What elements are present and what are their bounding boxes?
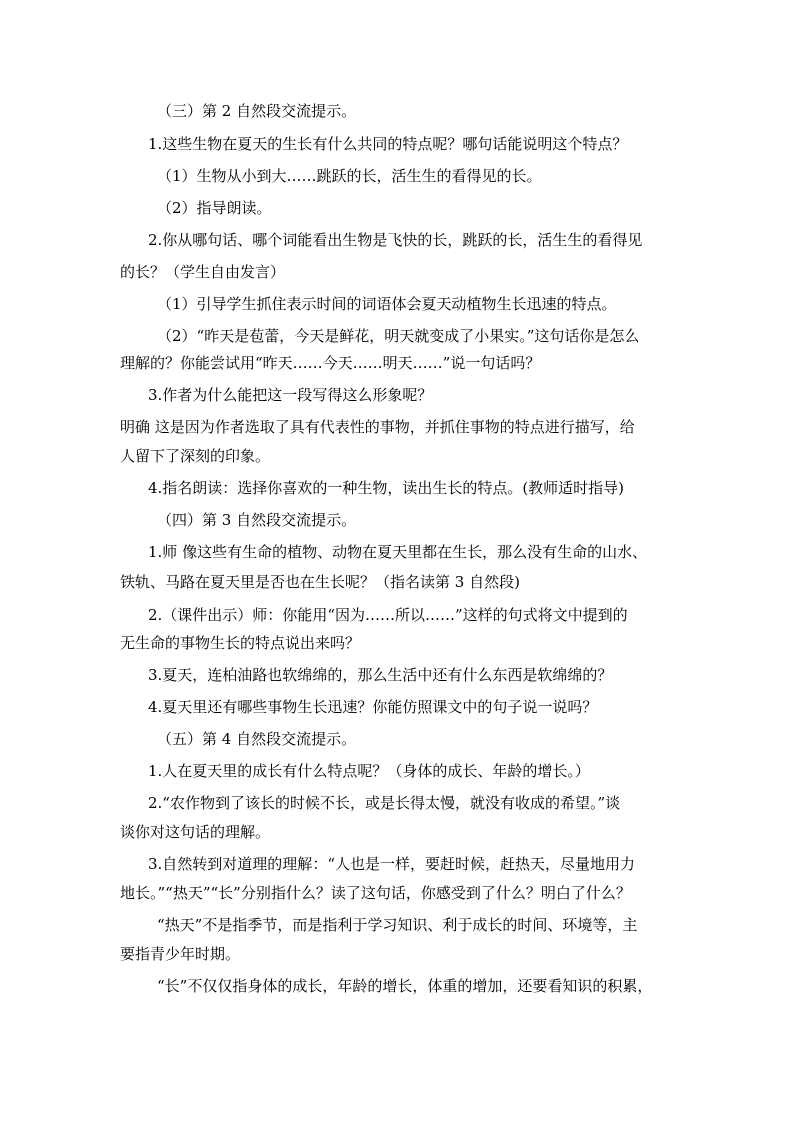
- paragraph-line: （1）生物从小到大……跳跃的长，活生生的看得见的长。: [157, 167, 542, 185]
- paragraph-line: 1.这些生物在夏天的生长有什么共同的特点呢？哪句话能说明这个特点？: [148, 135, 628, 153]
- paragraph-line: 明确 这是因为作者选取了具有代表性的事物，并抓住事物的特点进行描写，给: [120, 418, 635, 436]
- paragraph-line: 谈你对这句话的理解。: [120, 823, 271, 841]
- paragraph-line: （1）引导学生抓住表示时间的词语体会夏天动植物生长迅速的特点。: [157, 295, 617, 313]
- paragraph-line: 3.自然转到对道理的理解：“人也是一样，要赶时候，赶热天，尽量地用力: [148, 855, 635, 873]
- paragraph-line: （2）“昨天是苞蕾，今天是鲜花，明天就变成了小果实。”这句话你是怎么: [157, 327, 640, 345]
- paragraph-line: 4.夏天里还有哪些事物生长迅速？你能仿照课文中的句子说一说吗？: [148, 698, 598, 716]
- paragraph-line: 地长。”“热天”“长”分别指什么？读了这句话，你感受到了什么？明白了什么？: [120, 884, 631, 902]
- paragraph-line: 2.（课件出示）师：你能用“因为……所以……”这样的句式将文中提到的: [148, 606, 628, 624]
- paragraph-line: 要指青少年时期。: [120, 945, 241, 963]
- paragraph-line: 1.师 像这些有生命的植物、动物在夏天里都在生长，那么没有生命的山水、: [148, 543, 648, 561]
- paragraph-line: 2.“农作物到了该长的时候不长，或是长得太慢，就没有收成的希望。”谈: [148, 794, 621, 812]
- paragraph-line: “热天”不是指季节，而是指利于学习知识、利于成长的时间、环境等，主: [157, 916, 638, 934]
- paragraph-line: 2.你从哪句话、哪个词能看出生物是飞快的长，跳跃的长，活生生的看得见: [148, 231, 643, 249]
- paragraph-line: 4.指名朗读：选择你喜欢的一种生物，读出生长的特点。(教师适时指导): [148, 479, 625, 497]
- paragraph-line: 人留下了深刻的印象。: [120, 447, 271, 465]
- paragraph-line: 1.人在夏天里的成长有什么特点呢？（身体的成长、年龄的增长。）: [148, 762, 590, 780]
- paragraph-line: （2）指导朗读。: [157, 199, 272, 217]
- paragraph-line: 理解的？你能尝试用“昨天……今天……明天……”说一句话吗？: [120, 354, 541, 372]
- paragraph-line: 无生命的事物生长的特点说出来吗？: [120, 634, 361, 652]
- paragraph-line: 3.作者为什么能把这一段写得这么形象呢？: [148, 386, 433, 404]
- paragraph-line: “长”不仅仅指身体的成长，年龄的增长，体重的增加，还要看知识的积累，: [157, 977, 653, 995]
- paragraph-line: 3.夏天，连柏油路也软绵绵的，那么生活中还有什么东西是软绵绵的？: [148, 666, 613, 684]
- paragraph-line: 的长？（学生自由发言）: [120, 263, 286, 281]
- section-heading-3: （三）第 2 自然段交流提示。: [157, 102, 357, 120]
- paragraph-line: 铁轨、马路在夏天里是否也在生长呢？（指名读第 3 自然段): [120, 573, 520, 591]
- section-heading-4: （四）第 3 自然段交流提示。: [157, 511, 357, 529]
- section-heading-5: （五）第 4 自然段交流提示。: [157, 730, 357, 748]
